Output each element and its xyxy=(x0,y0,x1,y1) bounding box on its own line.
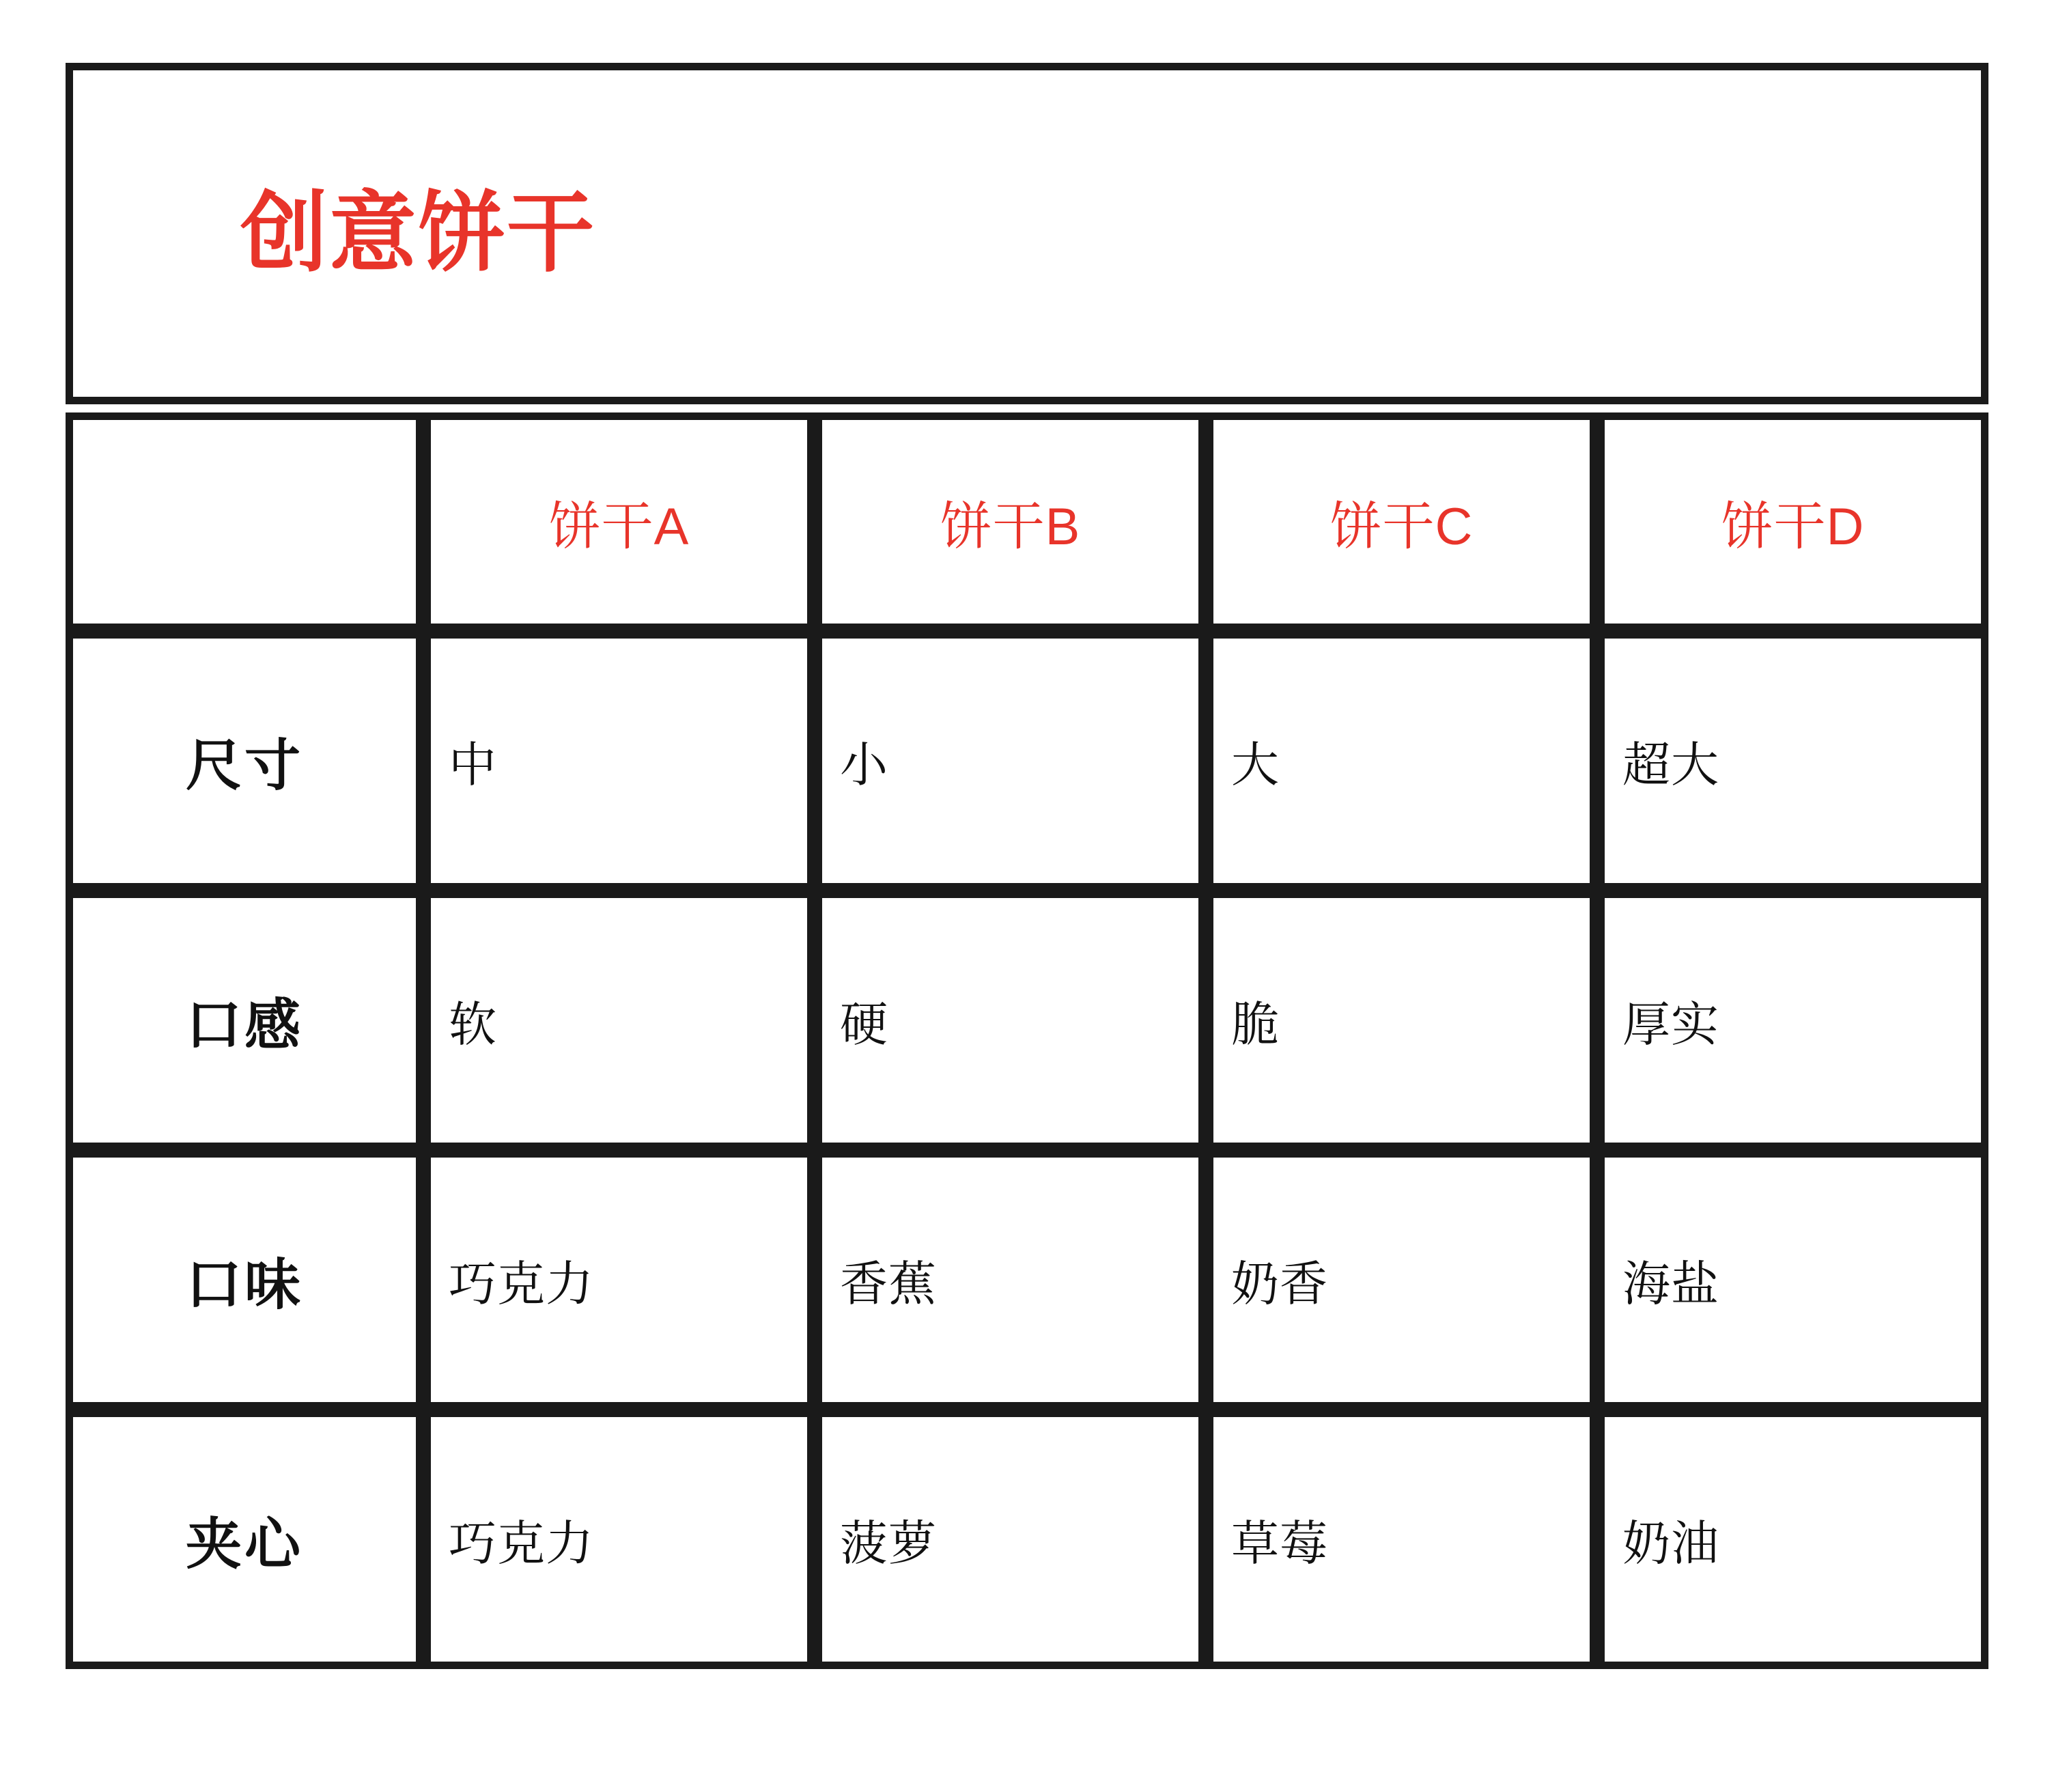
table-row xyxy=(66,891,1988,1150)
comparison-table xyxy=(66,412,1988,1669)
column-header-b: 饼干B xyxy=(815,412,1206,631)
row-label-size: 尺寸 xyxy=(66,631,423,891)
cell-filling-b: 菠萝 xyxy=(815,1410,1206,1669)
cell-filling-a: 巧克力 xyxy=(423,1410,815,1669)
cell-size-c: 大 xyxy=(1206,631,1597,891)
title-box xyxy=(66,63,1988,404)
table-row xyxy=(66,631,1988,891)
row-label-texture: 口感 xyxy=(66,891,423,1150)
cell-flavor-c: 奶香 xyxy=(1206,1150,1597,1410)
cell-flavor-d: 海盐 xyxy=(1597,1150,1988,1410)
cell-filling-c: 草莓 xyxy=(1206,1410,1597,1669)
column-header-c: 饼干C xyxy=(1206,412,1597,631)
page-title: 创意饼干 xyxy=(240,184,596,282)
row-label-filling: 夹心 xyxy=(66,1410,423,1669)
table-row xyxy=(66,1150,1988,1410)
cell-texture-a: 软 xyxy=(423,891,815,1150)
cell-flavor-b: 香蕉 xyxy=(815,1150,1206,1410)
row-label-flavor: 口味 xyxy=(66,1150,423,1410)
cell-size-d: 超大 xyxy=(1597,631,1988,891)
cell-texture-c: 脆 xyxy=(1206,891,1597,1150)
table-row xyxy=(66,1410,1988,1669)
cell-texture-b: 硬 xyxy=(815,891,1206,1150)
cell-size-b: 小 xyxy=(815,631,1206,891)
comparison-table-wrapper xyxy=(66,412,1988,1669)
column-header-a: 饼干A xyxy=(423,412,815,631)
cell-size-a: 中 xyxy=(423,631,815,891)
cell-texture-d: 厚实 xyxy=(1597,891,1988,1150)
table-corner-cell xyxy=(66,412,423,631)
column-header-d: 饼干D xyxy=(1597,412,1988,631)
table-header-row xyxy=(66,412,1988,631)
cell-flavor-a: 巧克力 xyxy=(423,1150,815,1410)
cell-filling-d: 奶油 xyxy=(1597,1410,1988,1669)
